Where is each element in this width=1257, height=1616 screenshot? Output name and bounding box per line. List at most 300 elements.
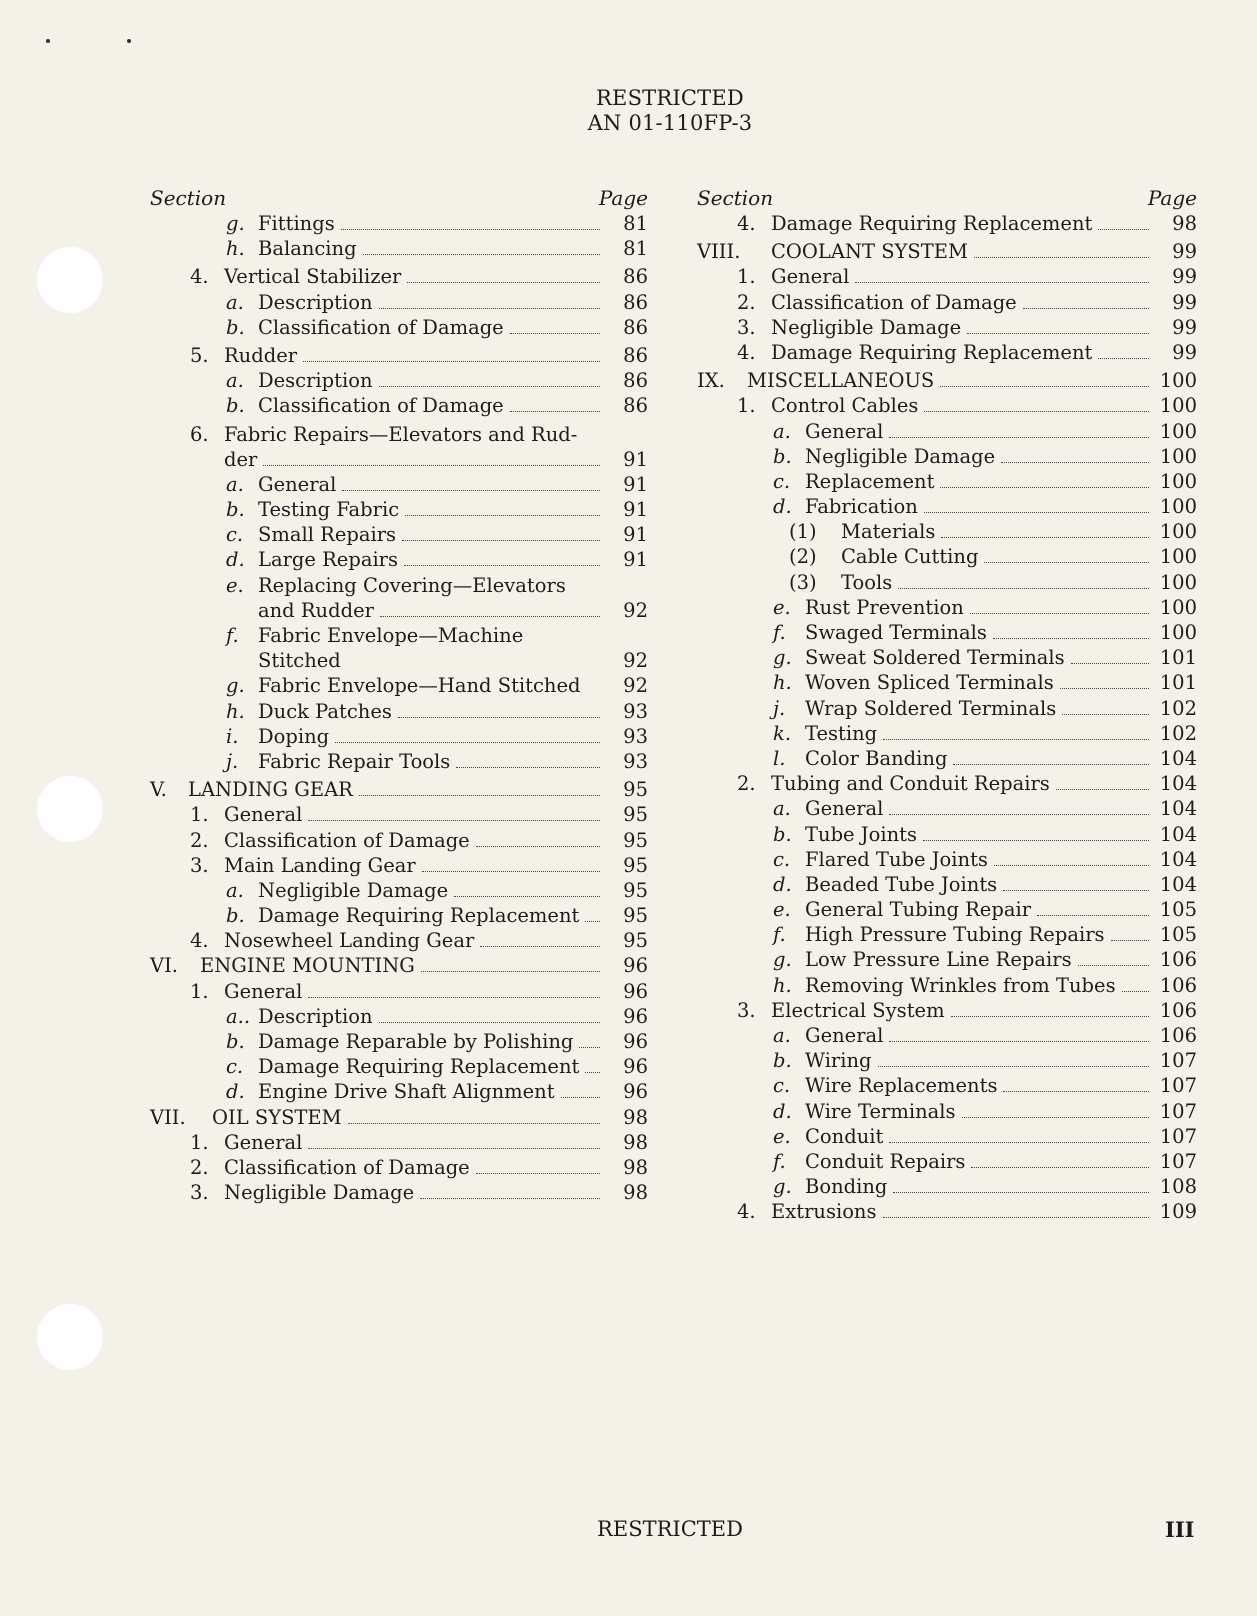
toc-entry-title: Replacing Covering—Elevators	[258, 573, 566, 597]
toc-entry-number: a.	[773, 419, 791, 443]
dot-leader	[421, 971, 600, 972]
dot-leader	[341, 229, 600, 230]
toc-entry	[697, 923, 1197, 948]
dot-leader	[923, 840, 1149, 841]
toc-entry-label	[258, 1030, 604, 1054]
toc-entry-title: General	[805, 1024, 884, 1047]
toc-entry-page: 100	[1159, 394, 1197, 418]
toc-entry-label	[771, 341, 1153, 365]
toc-entry-label	[805, 898, 1153, 922]
toc-entry-number: a.	[226, 290, 244, 314]
toc-entry-title: Wire Replacements	[805, 1074, 998, 1098]
toc-entry-title: Testing Fabric	[258, 498, 400, 522]
toc-entry-page: 86	[623, 394, 648, 418]
toc-entry-page: 96	[623, 1080, 648, 1104]
toc-entry-title: Tube Joints	[805, 822, 917, 846]
dot-leader	[883, 739, 1149, 740]
toc-entry-number: 2.	[737, 290, 756, 314]
toc-entry-label	[224, 980, 604, 1004]
toc-entry-page: 107	[1159, 1149, 1197, 1173]
dot-leader	[898, 588, 1149, 589]
toc-entry-number: V.	[150, 778, 167, 802]
toc-entry-page: 86	[623, 343, 648, 367]
toc-entry	[150, 750, 648, 775]
toc-entry-page: 107	[1159, 1074, 1197, 1098]
toc-entry-label	[258, 750, 604, 774]
toc-entry-page: 101	[1159, 646, 1197, 670]
toc-entry-title: Cable Cutting	[841, 545, 979, 569]
toc-column-left	[150, 186, 648, 1206]
dot-leader	[348, 1123, 600, 1124]
toc-entry-page: 91	[623, 523, 648, 547]
toc-entry	[150, 829, 648, 854]
toc-entry-title: General	[224, 979, 303, 1003]
toc-entry-title: Negligible Damage	[805, 444, 996, 468]
toc-entry-page: 109	[1159, 1200, 1197, 1224]
toc-entry-page: 107	[1159, 1049, 1197, 1073]
toc-entry	[697, 445, 1197, 470]
toc-entry-number: 1.	[737, 265, 756, 289]
toc-entry-label	[805, 671, 1153, 695]
toc-entry-number: f.	[773, 621, 786, 644]
toc-entry-title: Flared Tube Joints	[805, 847, 988, 871]
toc-entry-page: 96	[623, 1004, 648, 1028]
toc-entry	[150, 649, 648, 674]
toc-entry-number: i.	[226, 724, 239, 748]
toc-entry	[150, 1181, 648, 1206]
toc-entry-number: l.	[773, 746, 786, 770]
section-heading: Section	[697, 186, 774, 210]
toc-entry-title: Rudder	[224, 343, 298, 367]
toc-entry-title: Classification of Damage	[771, 290, 1017, 314]
toc-entry-number: h.	[773, 671, 792, 695]
toc-entry	[697, 772, 1197, 797]
toc-entry	[150, 778, 648, 803]
classification-marking: RESTRICTED	[596, 86, 744, 110]
toc-entry-page: 102	[1159, 696, 1197, 720]
toc-entry-page: 91	[623, 498, 648, 522]
binder-hole	[36, 1303, 104, 1371]
toc-entry-label	[841, 545, 1153, 569]
toc-entry	[150, 700, 648, 725]
toc-entry-page: 104	[1159, 847, 1197, 871]
toc-entry-title: Damage Requiring Replacement	[258, 1055, 580, 1079]
toc-entry-page: 98	[623, 1155, 648, 1179]
dot-leader	[970, 613, 1149, 614]
binder-hole	[36, 775, 104, 843]
toc-entry-label	[805, 1175, 1153, 1199]
dot-leader	[308, 997, 600, 998]
toc-entry	[150, 599, 648, 624]
toc-entry-title: General	[224, 803, 303, 827]
dot-leader	[407, 282, 600, 283]
toc-entry-page: 107	[1159, 1124, 1197, 1148]
toc-entry-label	[805, 420, 1153, 444]
toc-entry	[150, 1005, 648, 1030]
toc-entry	[697, 571, 1197, 596]
toc-entry-title: Fabric Envelope—Hand Stitched	[258, 674, 581, 698]
toc-entry	[150, 1106, 648, 1131]
toc-entry-page: 98	[623, 1181, 648, 1205]
toc-entry-page: 95	[623, 929, 648, 953]
punch-mark	[127, 39, 131, 43]
dot-leader	[303, 361, 600, 362]
toc-entry	[697, 1049, 1197, 1074]
page-heading: Page	[598, 186, 648, 210]
toc-entry-title: Damage Requiring Replacement	[771, 212, 1093, 235]
footer-page-number: III	[1165, 1517, 1195, 1542]
toc-entry	[697, 341, 1197, 366]
toc-entry-number: c.	[773, 1074, 791, 1098]
toc-entry-title: Fabric Repairs—Elevators and Rud-	[224, 422, 578, 446]
toc-entry	[697, 596, 1197, 621]
dot-leader	[342, 490, 600, 491]
toc-entry-label	[212, 1106, 604, 1130]
dot-leader	[971, 1167, 1149, 1168]
dot-leader	[335, 742, 600, 743]
toc-entry-page: 100	[1159, 595, 1197, 619]
toc-entry-label	[805, 974, 1153, 998]
toc-entry-title: Wire Terminals	[805, 1099, 956, 1123]
dot-leader	[889, 437, 1149, 438]
toc-entry	[697, 974, 1197, 999]
dot-leader	[962, 1117, 1149, 1118]
toc-entry-number: d.	[773, 495, 792, 519]
toc-entry-title: Testing	[805, 721, 878, 745]
toc-entry-title: OIL SYSTEM	[212, 1105, 342, 1129]
dot-leader	[889, 1142, 1149, 1143]
toc-entry-title: Negligible Damage	[771, 315, 962, 339]
dot-leader	[1062, 714, 1149, 715]
toc-entry-label	[805, 873, 1153, 897]
toc-entry-title: General	[805, 419, 884, 443]
toc-entry-label	[805, 445, 1153, 469]
toc-entry-number: (3)	[789, 570, 817, 594]
dot-leader	[476, 1173, 600, 1174]
toc-entry-label	[771, 1200, 1153, 1224]
toc-entry-number: d.	[226, 1080, 245, 1104]
dot-leader	[1060, 688, 1149, 689]
dot-leader	[994, 865, 1149, 866]
toc-entry	[150, 954, 648, 979]
toc-entry-number: b.	[773, 444, 792, 468]
toc-entry-number: 2.	[737, 772, 756, 796]
toc-entry	[697, 545, 1197, 570]
dot-leader	[379, 308, 600, 309]
toc-entry-label	[258, 725, 604, 749]
toc-entry-number: 4.	[737, 340, 756, 364]
toc-entry	[150, 369, 648, 394]
toc-entry-number: VI.	[150, 954, 178, 978]
toc-entry	[150, 448, 648, 473]
toc-entry-number: 1.	[190, 979, 209, 1003]
toc-entry-title: Extrusions	[771, 1200, 877, 1224]
toc-entry-page: 96	[623, 979, 648, 1003]
dot-leader	[883, 1217, 1150, 1218]
toc-entry-label	[224, 829, 604, 853]
toc-entry-title: Classification of Damage	[258, 394, 504, 418]
toc-entry	[697, 999, 1197, 1024]
toc-entry-page: 86	[623, 265, 648, 289]
toc-entry-number: 3.	[190, 1181, 209, 1205]
toc-entry-label	[258, 879, 604, 903]
toc-entry-title: Stitched	[258, 649, 341, 673]
toc-entry-label	[805, 1125, 1153, 1149]
toc-entry-page: 104	[1159, 822, 1197, 846]
toc-entry	[697, 747, 1197, 772]
toc-entry-title: Damage Requiring Replacement	[258, 904, 580, 928]
toc-entry	[150, 904, 648, 929]
toc-entry-title: Wrap Soldered Terminals	[805, 696, 1057, 720]
toc-entry	[150, 1131, 648, 1156]
dot-leader	[1078, 965, 1149, 966]
toc-entry-label	[200, 954, 604, 978]
toc-entry-page: 96	[623, 1030, 648, 1053]
toc-entry	[150, 574, 648, 599]
dot-leader	[379, 1022, 600, 1023]
toc-entry-number: f.	[773, 1149, 786, 1173]
toc-entry	[697, 520, 1197, 545]
dot-leader	[984, 562, 1149, 563]
dot-leader	[308, 820, 600, 821]
toc-entry-number: b.	[226, 394, 245, 418]
toc-entry-title: Damage Requiring Replacement	[771, 340, 1093, 364]
toc-entry	[697, 1200, 1197, 1225]
toc-entry	[150, 1080, 648, 1105]
toc-entry-title: Woven Spliced Terminals	[805, 671, 1054, 695]
toc-entry-page: 81	[623, 212, 648, 235]
toc-entry-label	[258, 649, 604, 672]
toc-entry-title: Low Pressure Line Repairs	[805, 948, 1072, 972]
toc-entry	[150, 803, 648, 828]
toc-entry-title: Removing Wrinkles from Tubes	[805, 973, 1116, 997]
toc-entry-number: 4.	[737, 1200, 756, 1224]
toc-entry-number: b.	[226, 315, 245, 339]
toc-entry-page: 86	[623, 369, 648, 393]
toc-entry-label	[805, 1049, 1153, 1073]
toc-entry	[697, 671, 1197, 696]
toc-entry-page: 106	[1159, 1024, 1197, 1047]
toc-entry-title: LANDING GEAR	[188, 778, 353, 802]
toc-entry-number: a.	[773, 797, 791, 821]
toc-entry-label	[771, 212, 1153, 236]
dot-leader	[585, 1072, 600, 1073]
toc-entry-number: 1.	[737, 394, 756, 418]
toc-entry-number: d.	[773, 872, 792, 896]
toc-entry-label	[771, 265, 1153, 289]
toc-entry	[697, 316, 1197, 341]
toc-entry-label	[805, 923, 1153, 947]
toc-entry-number: b.	[773, 1049, 792, 1073]
dot-leader	[480, 946, 600, 947]
toc-entry-label	[841, 571, 1153, 595]
toc-entry	[150, 929, 648, 954]
toc-entry-page: 91	[623, 472, 648, 496]
toc-entry-label	[258, 1005, 604, 1029]
toc-entry-title: High Pressure Tubing Repairs	[805, 923, 1105, 947]
dot-leader	[951, 1016, 1149, 1017]
toc-entry-title: Damage Reparable by Polishing	[258, 1030, 574, 1053]
toc-entry-page: 93	[623, 749, 648, 773]
toc-entry-number: e.	[226, 573, 244, 597]
toc-entry-title: Classification of Damage	[224, 828, 470, 852]
dot-leader	[1003, 1091, 1149, 1092]
toc-entry-number: b.	[226, 904, 245, 928]
toc-entry-number: f.	[226, 624, 239, 647]
dot-leader	[405, 515, 600, 516]
dot-leader	[263, 465, 600, 466]
toc-entry-title: Conduit Repairs	[805, 1149, 966, 1173]
dot-leader	[1111, 940, 1149, 941]
toc-entry-label	[224, 265, 604, 289]
toc-entry-number: a.	[226, 878, 244, 902]
toc-entry-page: 96	[623, 954, 648, 978]
toc-entry-label	[771, 316, 1153, 340]
toc-entry-label	[258, 473, 604, 497]
toc-entry-label	[258, 237, 604, 261]
toc-entry-label	[805, 1074, 1153, 1098]
toc-entry-page: 100	[1159, 369, 1197, 393]
dot-leader	[1001, 462, 1149, 463]
toc-entry-number: h.	[226, 699, 245, 723]
dot-leader	[561, 1097, 600, 1098]
toc-entry-number: 3.	[190, 853, 209, 877]
toc-entry-label	[805, 848, 1153, 872]
toc-entry-number: g.	[773, 948, 792, 972]
dot-leader	[476, 846, 600, 847]
toc-entry-page: 99	[1172, 315, 1197, 339]
toc-entry-page: 99	[1172, 240, 1197, 264]
dot-leader	[363, 254, 600, 255]
toc-entry-page: 98	[623, 1105, 648, 1129]
toc-entry-title: Replacement	[805, 469, 935, 493]
toc-entry-title: Tools	[841, 570, 893, 594]
toc-entry-number: VII.	[150, 1105, 186, 1129]
toc-entry-label	[258, 904, 604, 928]
toc-entry-number: 1.	[190, 1130, 209, 1154]
toc-entry	[697, 948, 1197, 973]
toc-entry-title: Materials	[841, 520, 936, 544]
dot-leader	[1122, 991, 1149, 992]
toc-entry-number: g.	[773, 1175, 792, 1199]
toc-entry	[150, 1156, 648, 1181]
toc-entry-title: Negligible Damage	[224, 1181, 415, 1205]
toc-entry-number: j.	[773, 696, 786, 720]
toc-entry-number: a.	[773, 1024, 791, 1047]
section-heading: Section	[150, 186, 227, 210]
toc-entry-page: 100	[1159, 444, 1197, 468]
toc-entry-title: Rust Prevention	[805, 595, 964, 619]
dot-leader	[1037, 915, 1149, 916]
toc-entry	[697, 240, 1197, 265]
toc-entry	[697, 394, 1197, 419]
toc-entry-number: 3.	[737, 315, 756, 339]
dot-leader	[941, 537, 1149, 538]
dot-leader	[579, 1047, 600, 1048]
toc-entry-page: 95	[623, 878, 648, 902]
toc-entry	[697, 697, 1197, 722]
toc-entry-page: 95	[623, 828, 648, 852]
toc-entry-number: c.	[773, 469, 791, 493]
toc-entry	[150, 316, 648, 341]
toc-entry-label	[805, 495, 1153, 519]
toc-entry-label	[805, 470, 1153, 494]
toc-entry-page: 86	[623, 290, 648, 314]
toc-entry-title: Classification of Damage	[224, 1155, 470, 1179]
column-header	[150, 186, 648, 212]
toc-entry-label	[805, 747, 1153, 771]
toc-entry	[697, 1150, 1197, 1175]
dot-leader	[1098, 229, 1149, 230]
dot-leader	[379, 386, 600, 387]
toc-entry	[697, 369, 1197, 394]
toc-entry	[150, 423, 648, 448]
toc-entry	[697, 823, 1197, 848]
dot-leader	[1003, 890, 1149, 891]
toc-entry-number: 2.	[190, 1155, 209, 1179]
toc-entry-number: e.	[773, 898, 791, 922]
toc-entry-title: Small Repairs	[258, 523, 397, 547]
dot-leader	[889, 814, 1149, 815]
toc-entry-page: 91	[623, 548, 648, 572]
dot-leader	[380, 616, 600, 617]
toc-entry	[697, 420, 1197, 445]
toc-entry-label	[224, 344, 604, 368]
toc-entry-number: d.	[226, 548, 245, 572]
toc-entry-label	[258, 369, 604, 393]
toc-entry	[697, 722, 1197, 747]
footer-classification: RESTRICTED	[597, 1517, 743, 1541]
toc-entry-title: Description	[258, 369, 373, 393]
toc-entry	[150, 498, 648, 523]
toc-entry-label	[805, 823, 1153, 847]
toc-entry-label	[224, 803, 604, 827]
dot-leader	[940, 386, 1149, 387]
toc-entry-page: 98	[1172, 212, 1197, 235]
toc-entry-number: d.	[773, 1099, 792, 1123]
toc-entry-number: g.	[226, 212, 245, 235]
toc-entry-label	[258, 498, 604, 522]
toc-entry-page: 105	[1159, 923, 1197, 947]
toc-entry-number: b.	[773, 822, 792, 846]
toc-entry	[697, 848, 1197, 873]
toc-entry-number: 4.	[190, 265, 209, 289]
toc-entry-number: e.	[773, 595, 791, 619]
toc-entry-title: General Tubing Repair	[805, 898, 1032, 922]
toc-entry-page: 95	[623, 803, 648, 827]
toc-entry-label	[258, 674, 604, 697]
toc-entry-page: 106	[1159, 973, 1197, 997]
toc-entry-number: (1)	[789, 520, 817, 544]
dot-leader	[855, 282, 1149, 283]
toc-entry-title: Color Banding	[805, 746, 948, 770]
toc-entry-page: 81	[623, 237, 648, 261]
toc-entry-label	[771, 240, 1153, 264]
toc-entry-number: c.	[773, 847, 791, 871]
toc-entry-title: Fabrication	[805, 495, 918, 519]
dot-leader	[1098, 358, 1149, 359]
toc-entry	[697, 873, 1197, 898]
toc-entry-number: b.	[226, 498, 245, 522]
toc-entry-page: 92	[623, 674, 648, 698]
toc-entry	[150, 212, 648, 237]
toc-entry-title: General	[805, 797, 884, 821]
toc-entry	[697, 797, 1197, 822]
toc-entry-page: 105	[1159, 898, 1197, 922]
toc-entry-page: 99	[1172, 265, 1197, 289]
toc-entry-page: 102	[1159, 721, 1197, 745]
toc-entry-label	[224, 929, 604, 953]
